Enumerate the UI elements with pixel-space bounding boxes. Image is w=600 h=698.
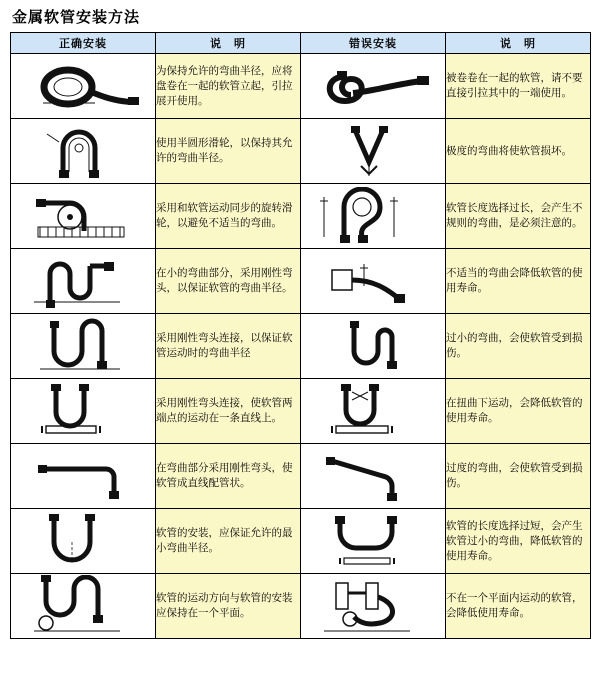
hose-too-long-small-bend-icon xyxy=(310,512,436,570)
rigid-elbow-straight-pipe-layout-icon xyxy=(20,447,146,505)
correct-description: 使用半圆形滑轮，以保持其允许的弯曲半径。 xyxy=(156,119,301,184)
wrong-description: 不在一个平面内运动的软管，会降低使用寿命。 xyxy=(446,574,591,639)
coiled-hose-pulled-straight-icon xyxy=(313,57,433,115)
table-row xyxy=(11,249,591,314)
page-title: 金属软管安装方法 xyxy=(12,8,141,26)
table-row xyxy=(11,54,591,119)
wrong-figure-cell xyxy=(301,119,446,184)
hose-installed-with-minimum-bend-radius-icon xyxy=(20,512,146,570)
correct-figure-cell xyxy=(11,249,156,314)
table-row xyxy=(11,509,591,574)
wrong-description: 过小的弯曲，会使软管受到损伤。 xyxy=(446,314,591,379)
rigid-elbows-both-ends-straight-line-icon xyxy=(20,382,146,440)
wrong-figure-cell xyxy=(301,54,446,119)
hose-twisted-while-moving-icon xyxy=(310,382,436,440)
table-row xyxy=(11,574,591,639)
correct-figure-cell xyxy=(11,379,156,444)
correct-figure-cell xyxy=(11,574,156,639)
wrong-description: 软管长度选择过长，会产生不规则的弯曲，是必须注意的。 xyxy=(446,184,591,249)
table-row xyxy=(11,184,591,249)
correct-figure-cell xyxy=(11,119,156,184)
wrong-description: 过度的弯曲，会使软管受到损伤。 xyxy=(446,444,591,509)
too-small-bend-radius-hook-icon xyxy=(310,317,436,375)
correct-description: 在弯曲部分采用刚性弯头，使软管成直线配管状。 xyxy=(156,444,301,509)
correct-figure-cell xyxy=(11,444,156,509)
wrong-description: 不适当的弯曲会降低软管的使用寿命。 xyxy=(446,249,591,314)
table-header xyxy=(11,33,591,54)
hose-over-semicircular-pulley-icon xyxy=(23,122,143,180)
correct-description: 采用刚性弯头连接，以保证软管运动时的弯曲半径 xyxy=(156,314,301,379)
correct-figure-cell xyxy=(11,314,156,379)
wrong-figure-cell xyxy=(301,379,446,444)
wrong-description: 软管的长度选择过短，会产生软管过小的弯曲，降低软管的使用寿命。 xyxy=(446,509,591,574)
column-header-correct: 正确安装 xyxy=(11,33,156,54)
table-body xyxy=(11,54,591,639)
correct-description: 软管的运动方向与软管的安装应保持在一个平面。 xyxy=(156,574,301,639)
correct-description: 为保持允许的弯曲半径，应将盘卷在一起的软管立起，引拉展开使用。 xyxy=(156,54,301,119)
wrong-figure-cell xyxy=(301,574,446,639)
column-header-wrong-desc: 说 明 xyxy=(446,33,591,54)
table-row xyxy=(11,444,591,509)
correct-description: 采用和软管运动同步的旋转滑轮，以避免不适当的弯曲。 xyxy=(156,184,301,249)
coiled-hose-standing-upright-icon xyxy=(23,57,143,115)
correct-description: 在小的弯曲部分，采用刚性弯头，以保证软管的弯曲半径。 xyxy=(156,249,301,314)
wrong-figure-cell xyxy=(301,314,446,379)
wrong-description: 被卷卷在一起的软管，请不要直接引拉其中的一端使用。 xyxy=(446,54,591,119)
hose-too-long-irregular-bend-icon xyxy=(310,187,436,245)
wrong-figure-cell xyxy=(301,509,446,574)
hose-sharp-v-bend-icon xyxy=(313,122,433,180)
wrong-description: 极度的弯曲将使软管损坏。 xyxy=(446,119,591,184)
wrong-figure-cell xyxy=(301,184,446,249)
wrong-description: 在扭曲下运动，会降低软管的使用寿命。 xyxy=(446,379,591,444)
correct-description: 采用刚性弯头连接，使软管两端点的运动在一条直线上。 xyxy=(156,379,301,444)
table-row xyxy=(11,379,591,444)
improper-bend-at-fitting-icon xyxy=(310,252,436,310)
rigid-elbow-connection-u-shape-icon xyxy=(20,317,146,375)
correct-figure-cell xyxy=(11,184,156,249)
table-header-row xyxy=(11,33,591,54)
hose-motion-in-same-plane-as-installation-icon xyxy=(20,575,146,637)
wrong-figure-cell xyxy=(301,249,446,314)
column-header-correct-desc: 说 明 xyxy=(156,33,301,54)
excessive-bend-at-end-icon xyxy=(310,447,436,505)
table-row xyxy=(11,119,591,184)
table-row xyxy=(11,314,591,379)
correct-figure-cell xyxy=(11,509,156,574)
column-header-wrong: 错误安装 xyxy=(301,33,446,54)
correct-description: 软管的安装，应保证允许的最小弯曲半径。 xyxy=(156,509,301,574)
wrong-figure-cell xyxy=(301,444,446,509)
hose-with-synchronized-rotating-pulley-icon xyxy=(20,187,146,245)
rigid-elbow-at-small-bend-icon xyxy=(20,252,146,310)
hose-installation-table xyxy=(10,32,591,639)
correct-figure-cell xyxy=(11,54,156,119)
hose-moving-out-of-plane-icon xyxy=(310,575,436,637)
